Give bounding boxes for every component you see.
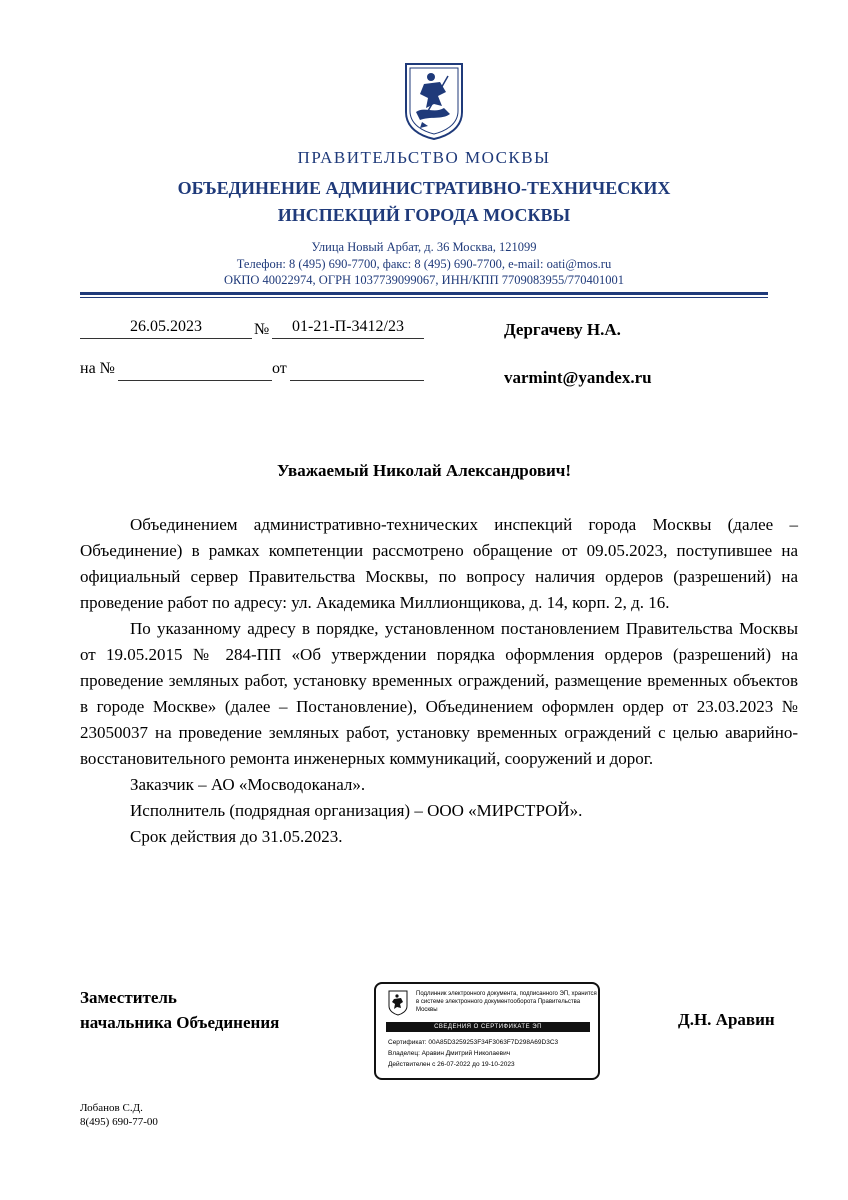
- organization-contacts: Телефон: 8 (495) 690-7700, факс: 8 (495) 690-7700, e-mail: oati@mos.ru: [236, 257, 612, 271]
- reply-from-date-blank: [290, 360, 424, 381]
- reply-to-number-blank: [118, 360, 272, 381]
- moscow-coat-of-arms-icon: [388, 990, 408, 1016]
- certificate-validity: Действителен с 26-07-2022 до 19-10-2023: [388, 1061, 515, 1068]
- government-title: ПРАВИТЕЛЬСТВО МОСКВЫ: [297, 148, 551, 167]
- reply-to-label: на №: [80, 360, 115, 377]
- performer-name: Лобанов С.Д.: [80, 1102, 143, 1114]
- body-paragraph: Заказчик – АО «Мосводоканал».: [130, 775, 366, 794]
- salutation: Уважаемый Николай Александрович!: [276, 461, 572, 480]
- organization-name-line1: ОБЪЕДИНЕНИЕ АДМИНИСТРАТИВНО-ТЕХНИЧЕСКИХ: [177, 178, 671, 198]
- certificate-owner: Владелец: Аравин Дмитрий Николаевич: [388, 1050, 511, 1057]
- e-signature-stamp: [374, 982, 600, 1080]
- letter-body: [80, 512, 798, 850]
- recipient-email: varmint@yandex.ru: [504, 368, 652, 387]
- signatory-position: [80, 985, 279, 1035]
- signatory-position-line2: начальника Объединения: [80, 1013, 280, 1032]
- organization-address: Улица Новый Арбат, д. 36 Москва, 121099: [311, 240, 537, 254]
- body-paragraph: По указанному адресу в порядке, установленном постановлением Правительства Москвы от 19.05.2015 № 284-ПП «Об утверждении порядка оформления ордеров (разрешений) на проведение земляных работ, установку временных ограждений, размещение временных объектов в городе Москве» (далее – Постановление), Объединением оформлен ордер от 23.03.2023 № 23050037 на проведение земляных работ, установку временных ограждений с целью аварийно-восстановительного ремонта инженерных коммуникаций, сооружений и дорог.: [80, 619, 798, 768]
- body-paragraph: Объединением административно-технических инспекций города Москвы (далее – Объединение) в рамках компетенции рассмотрено обращение от 09.05.2023, поступившее на официальный сервер Правительства Москвы, по вопросу наличия ордеров (разрешений) на проведение работ по адресу: ул. Академика Миллионщикова, д. 14, корп. 2, д. 16.: [80, 515, 798, 612]
- number-sign-label: №: [254, 321, 270, 338]
- certificate-number: Сертификат: 00A85D3259253F34F3063F7D298A69D3C3: [388, 1039, 559, 1046]
- signatory-position-line1: Заместитель: [80, 988, 177, 1007]
- letterhead-divider-thin: [80, 297, 768, 298]
- signatory-name: Д.Н. Аравин: [678, 1010, 775, 1029]
- moscow-coat-of-arms-icon: [404, 62, 464, 140]
- document-number: 01-21-П-3412/23: [272, 318, 424, 339]
- body-paragraph: Срок действия до 31.05.2023.: [130, 827, 343, 846]
- e-signature-header: СВЕДЕНИЯ О СЕРТИФИКАТЕ ЭП: [386, 1022, 590, 1032]
- organization-registry: ОКПО 40022974, ОГРН 1037739099067, ИНН/КПП 7709083955/770401001: [224, 273, 624, 287]
- reply-from-label: от: [272, 360, 287, 377]
- body-paragraph: Исполнитель (подрядная организация) – ООО «МИРСТРОЙ».: [130, 801, 583, 820]
- document-date: 26.05.2023: [80, 318, 252, 339]
- recipient-name: Дергачеву Н.А.: [504, 320, 621, 339]
- organization-name-line2: ИНСПЕКЦИЙ ГОРОДА МОСКВЫ: [277, 205, 571, 225]
- e-signature-note: Подлинник электронного документа, подписанного ЭП, хранится в системе электронного документооборота Правительства Москвы: [416, 991, 597, 1013]
- letterhead-divider-thick: [80, 292, 768, 295]
- performer-phone: 8(495) 690-77-00: [80, 1116, 158, 1128]
